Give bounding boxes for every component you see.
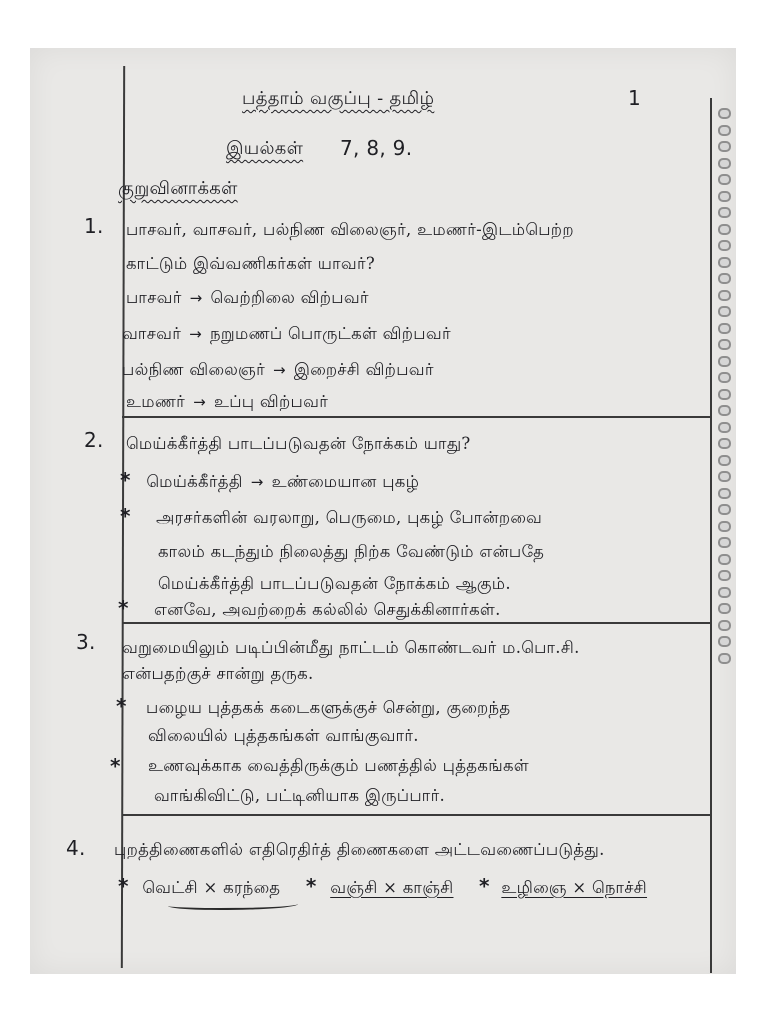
page-number: 1 <box>628 86 642 110</box>
spiral-ring <box>718 422 731 433</box>
spiral-ring <box>718 257 731 268</box>
q4-question: புறத்திணைகளில் எதிரெதிர்த் திணைகளை அட்டவணைப்படுத்து. <box>114 840 605 859</box>
answer-term: பல்நிண விலைஞர் <box>122 360 266 379</box>
spiral-ring <box>718 471 731 482</box>
asterisk-bullet-icon: * <box>479 874 490 898</box>
spiral-ring <box>718 356 731 367</box>
q1-number: 1. <box>84 214 104 238</box>
q2-point-2-line3: மெய்க்கீர்த்தி பாடப்படுவதன் நோக்கம் ஆகும். <box>158 574 511 593</box>
right-border-line <box>710 98 712 973</box>
q1-question-line2: காட்டும் இவ்வணிகர்கள் யாவர்? <box>126 254 376 273</box>
q3-question-line2: என்பதற்குச் சான்று தருக. <box>122 664 314 683</box>
answer-term: உமணர் <box>126 392 186 411</box>
pair-3: உழிஞை × நொச்சி <box>501 878 648 897</box>
q1-answer-2 <box>122 324 451 346</box>
q1-answer-4 <box>126 392 328 414</box>
spiral-ring <box>718 455 731 466</box>
point-term: மெய்க்கீர்த்தி <box>146 472 243 491</box>
spiral-ring <box>718 273 731 284</box>
arrow-icon: → <box>189 289 203 307</box>
spiral-ring <box>718 554 731 565</box>
q3-number: 3. <box>76 630 96 654</box>
q1-answer-1 <box>126 288 369 310</box>
q2-number: 2. <box>84 428 104 452</box>
asterisk-bullet-icon: * <box>110 754 121 778</box>
spiral-ring <box>718 389 731 400</box>
spiral-ring <box>718 125 731 136</box>
asterisk-bullet-icon: * <box>118 874 129 898</box>
spiral-ring <box>718 653 731 664</box>
underline-stroke <box>168 900 298 910</box>
asterisk-bullet-icon: * <box>118 596 129 620</box>
asterisk-bullet-icon: * <box>120 468 131 492</box>
spiral-ring <box>718 405 731 416</box>
spiral-ring <box>718 504 731 515</box>
asterisk-bullet-icon: * <box>305 874 317 898</box>
spiral-ring <box>718 636 731 647</box>
answer-meaning: நறுமணப் பொருட்கள் விற்பவர் <box>210 324 451 343</box>
q3-point-1-line2: விலையில் புத்தகங்கள் வாங்குவார். <box>148 726 419 745</box>
spiral-ring <box>718 537 731 548</box>
page-title: பத்தாம் வகுப்பு - தமிழ் <box>242 88 435 109</box>
spiral-ring <box>718 438 731 449</box>
spiral-ring <box>718 587 731 598</box>
asterisk-bullet-icon: * <box>116 694 127 718</box>
q3-point-1-line1: பழைய புத்தகக் கடைகளுக்குச் சென்று, குறைந்த <box>146 698 511 717</box>
spiral-binding <box>718 108 732 928</box>
answer-term: பாசவர் <box>126 288 182 307</box>
q2-point-3: எனவே, அவற்றைக் கல்லில் செதுக்கினார்கள். <box>154 600 501 619</box>
spiral-ring <box>718 306 731 317</box>
spiral-ring <box>718 521 731 532</box>
pair-1: வெட்சி × கரந்தை <box>142 878 281 897</box>
answer-meaning: வெற்றிலை விற்பவர் <box>210 288 369 307</box>
q3-point-2-line1: உணவுக்காக வைத்திருக்கும் பணத்தில் புத்தகங்கள் <box>148 756 529 775</box>
asterisk-bullet-icon: * <box>120 504 131 528</box>
arrow-icon: → <box>250 473 264 491</box>
q2-point-1 <box>120 468 419 494</box>
pair-2: வஞ்சி × காஞ்சி <box>330 878 454 897</box>
divider-q2-q3 <box>122 622 712 624</box>
spiral-ring <box>718 323 731 334</box>
spiral-ring <box>718 603 731 614</box>
arrow-icon: → <box>193 393 206 411</box>
answer-meaning: உப்பு விற்பவர் <box>213 392 329 411</box>
arrow-icon: → <box>273 361 286 379</box>
units-label: இயல்கள் <box>226 138 304 159</box>
point-meaning: உண்மையான புகழ் <box>271 472 420 491</box>
spiral-ring <box>718 224 731 235</box>
answer-meaning: இறைச்சி விற்பவர் <box>293 360 434 379</box>
spiral-ring <box>718 191 731 202</box>
spiral-ring <box>718 570 731 581</box>
q2-point-2-line2: காலம் கடந்தும் நிலைத்து நிற்க வேண்டும் என்பதே <box>158 542 545 561</box>
q4-pairs <box>118 874 647 900</box>
q3-question-line1: வறுமையிலும் படிப்பின்மீது நாட்டம் கொண்டவர் ம.பொ.சி. <box>122 638 580 657</box>
spiral-ring <box>718 240 731 251</box>
spiral-ring <box>718 207 731 218</box>
spiral-ring <box>718 290 731 301</box>
q4-number: 4. <box>66 836 86 860</box>
spiral-ring <box>718 620 731 631</box>
q2-point-2-line1: அரசர்களின் வரலாறு, பெருமை, புகழ் போன்றவை <box>156 508 543 527</box>
notebook-paper <box>30 48 736 974</box>
spiral-ring <box>718 108 731 119</box>
units-value: 7, 8, 9. <box>340 136 413 160</box>
spiral-ring <box>718 488 731 499</box>
q3-point-2-line2: வாங்கிவிட்டு, பட்டினியாக இருப்பார். <box>154 786 446 805</box>
section-heading: குறுவினாக்கள் <box>118 178 238 199</box>
spiral-ring <box>718 141 731 152</box>
spiral-ring <box>718 174 731 185</box>
spiral-ring <box>718 339 731 350</box>
spiral-ring <box>718 158 731 169</box>
answer-term: வாசவர் <box>122 324 182 343</box>
arrow-icon: → <box>189 325 203 343</box>
divider-q1-q2 <box>122 416 712 418</box>
q2-question: மெய்க்கீர்த்தி பாடப்படுவதன் நோக்கம் யாது? <box>126 434 471 453</box>
spiral-ring <box>718 372 731 383</box>
q1-question-line1: பாசவர், வாசவர், பல்நிண விலைஞர், உமணர்-இடம்பெற்ற <box>126 220 574 239</box>
divider-q3-q4 <box>122 814 712 816</box>
q1-answer-3 <box>122 360 434 382</box>
